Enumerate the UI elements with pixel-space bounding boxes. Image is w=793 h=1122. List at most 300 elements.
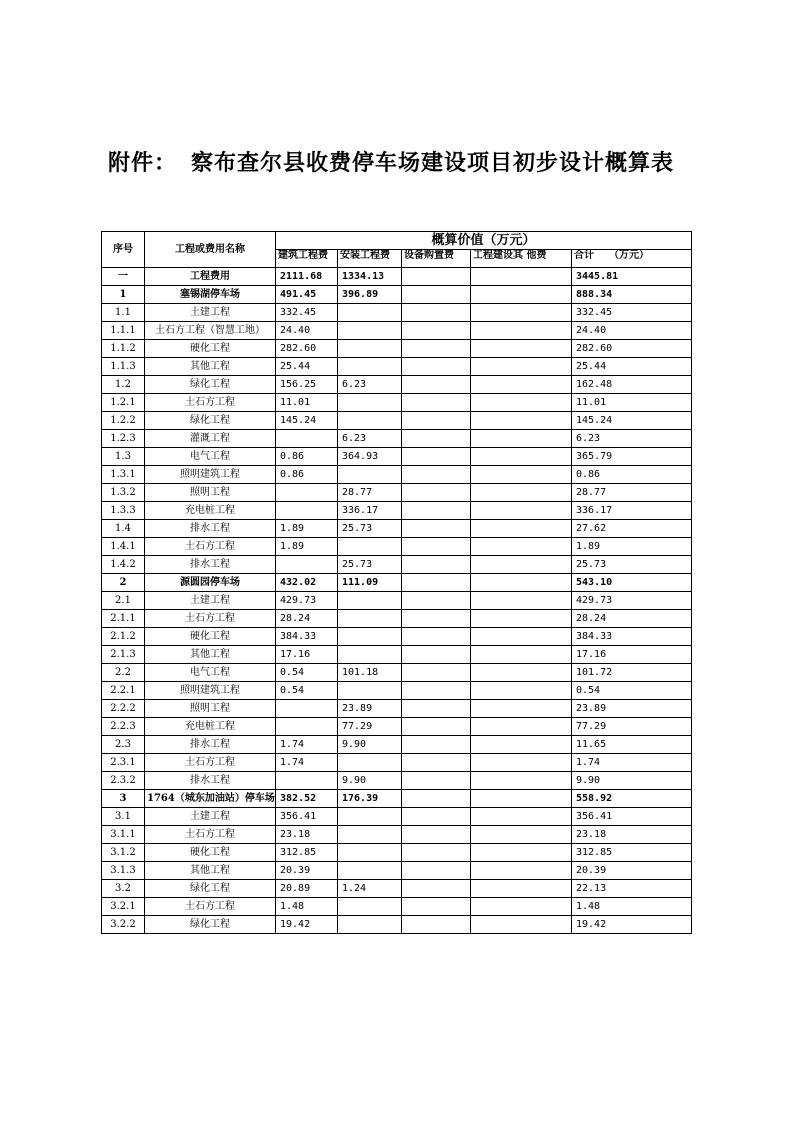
row-build-cost	[276, 700, 338, 718]
row-seq: 1.4	[102, 520, 145, 538]
row-equipment-cost	[402, 556, 471, 574]
row-equipment-cost	[402, 322, 471, 340]
row-equipment-cost	[402, 880, 471, 898]
row-total: 11.01	[572, 394, 692, 412]
row-other-cost	[471, 322, 572, 340]
table-row	[102, 358, 692, 376]
row-install-cost	[338, 754, 402, 772]
row-build-cost: 156.25	[276, 376, 338, 394]
row-name: 充电桩工程	[145, 502, 276, 520]
row-total: 365.79	[572, 448, 692, 466]
row-equipment-cost	[402, 718, 471, 736]
table-row	[102, 538, 692, 556]
row-equipment-cost	[402, 394, 471, 412]
row-name: 硬化工程	[145, 340, 276, 358]
row-equipment-cost	[402, 358, 471, 376]
row-equipment-cost	[402, 664, 471, 682]
table-body	[102, 268, 692, 934]
table-row	[102, 700, 692, 718]
row-seq: 3.1.1	[102, 826, 145, 844]
row-name: 绿化工程	[145, 376, 276, 394]
header-other-cost: 工程建设其 他费	[471, 250, 572, 268]
row-total: 20.39	[572, 862, 692, 880]
table-row	[102, 772, 692, 790]
row-build-cost: 491.45	[276, 286, 338, 304]
row-total: 17.16	[572, 646, 692, 664]
row-other-cost	[471, 538, 572, 556]
row-seq: 3.2	[102, 880, 145, 898]
row-total: 9.90	[572, 772, 692, 790]
table-row	[102, 898, 692, 916]
row-seq: 1.1	[102, 304, 145, 322]
row-equipment-cost	[402, 430, 471, 448]
row-equipment-cost	[402, 304, 471, 322]
row-build-cost: 0.86	[276, 448, 338, 466]
row-other-cost	[471, 898, 572, 916]
row-install-cost	[338, 412, 402, 430]
row-build-cost: 25.44	[276, 358, 338, 376]
row-total: 23.18	[572, 826, 692, 844]
row-name: 土石方工程	[145, 754, 276, 772]
row-equipment-cost	[402, 268, 471, 286]
row-total: 543.10	[572, 574, 692, 592]
row-total: 6.23	[572, 430, 692, 448]
row-name: 电气工程	[145, 448, 276, 466]
row-build-cost: 24.40	[276, 322, 338, 340]
row-other-cost	[471, 466, 572, 484]
row-seq: 一	[102, 268, 145, 286]
row-equipment-cost	[402, 484, 471, 502]
row-install-cost: 396.89	[338, 286, 402, 304]
row-total: 1.74	[572, 754, 692, 772]
row-total: 3445.81	[572, 268, 692, 286]
row-install-cost	[338, 916, 402, 934]
row-seq: 2.1.3	[102, 646, 145, 664]
header-seq: 序号	[102, 232, 145, 268]
table-row	[102, 880, 692, 898]
row-equipment-cost	[402, 448, 471, 466]
row-install-cost	[338, 322, 402, 340]
row-seq: 1.1.1	[102, 322, 145, 340]
row-equipment-cost	[402, 340, 471, 358]
row-total: 145.24	[572, 412, 692, 430]
header-name: 工程或费用名称	[145, 232, 276, 268]
row-name: 绿化工程	[145, 880, 276, 898]
row-seq: 2.2.3	[102, 718, 145, 736]
row-build-cost: 1.74	[276, 754, 338, 772]
row-total: 28.77	[572, 484, 692, 502]
row-equipment-cost	[402, 376, 471, 394]
row-seq: 1.2.2	[102, 412, 145, 430]
row-install-cost	[338, 340, 402, 358]
row-equipment-cost	[402, 466, 471, 484]
row-other-cost	[471, 268, 572, 286]
row-seq: 2.1.2	[102, 628, 145, 646]
row-other-cost	[471, 808, 572, 826]
row-other-cost	[471, 484, 572, 502]
document-title	[108, 146, 674, 177]
row-other-cost	[471, 664, 572, 682]
row-total: 356.41	[572, 808, 692, 826]
row-seq: 2	[102, 574, 145, 592]
row-build-cost	[276, 502, 338, 520]
table-row	[102, 394, 692, 412]
row-other-cost	[471, 646, 572, 664]
table-row	[102, 862, 692, 880]
table-row	[102, 610, 692, 628]
row-install-cost	[338, 358, 402, 376]
row-seq: 2.3.2	[102, 772, 145, 790]
table-row	[102, 736, 692, 754]
row-other-cost	[471, 826, 572, 844]
row-seq: 1.2.1	[102, 394, 145, 412]
row-install-cost: 28.77	[338, 484, 402, 502]
row-install-cost	[338, 592, 402, 610]
row-build-cost	[276, 772, 338, 790]
header-build-cost: 建筑工程费	[276, 250, 338, 268]
row-install-cost	[338, 394, 402, 412]
row-other-cost	[471, 790, 572, 808]
row-name: 土建工程	[145, 592, 276, 610]
row-name: 硬化工程	[145, 628, 276, 646]
header-value-group: 概算价值（万元）	[276, 232, 692, 250]
row-name: 1764（城东加油站）停车场	[145, 790, 276, 808]
row-build-cost: 20.89	[276, 880, 338, 898]
row-total: 1.48	[572, 898, 692, 916]
row-seq: 1.3	[102, 448, 145, 466]
row-total: 19.42	[572, 916, 692, 934]
table-row	[102, 808, 692, 826]
row-build-cost: 432.02	[276, 574, 338, 592]
row-equipment-cost	[402, 700, 471, 718]
header-equipment-cost: 设备购置费	[402, 250, 471, 268]
row-total: 282.60	[572, 340, 692, 358]
row-name: 土建工程	[145, 808, 276, 826]
row-other-cost	[471, 448, 572, 466]
row-other-cost	[471, 430, 572, 448]
table-row	[102, 646, 692, 664]
row-equipment-cost	[402, 916, 471, 934]
row-total: 429.73	[572, 592, 692, 610]
table-row	[102, 340, 692, 358]
table-row	[102, 466, 692, 484]
header-row-1	[102, 232, 692, 250]
row-build-cost: 332.45	[276, 304, 338, 322]
row-install-cost: 336.17	[338, 502, 402, 520]
table-row	[102, 844, 692, 862]
row-name: 土石方工程	[145, 610, 276, 628]
row-other-cost	[471, 610, 572, 628]
row-equipment-cost	[402, 592, 471, 610]
row-name: 照明建筑工程	[145, 466, 276, 484]
row-install-cost	[338, 538, 402, 556]
row-build-cost: 429.73	[276, 592, 338, 610]
table-row	[102, 322, 692, 340]
row-seq: 3.1	[102, 808, 145, 826]
row-total: 0.54	[572, 682, 692, 700]
row-install-cost	[338, 898, 402, 916]
row-other-cost	[471, 520, 572, 538]
row-install-cost	[338, 808, 402, 826]
row-equipment-cost	[402, 538, 471, 556]
row-other-cost	[471, 682, 572, 700]
row-build-cost: 312.85	[276, 844, 338, 862]
header-total: 合计 （万元）	[572, 250, 692, 268]
budget-table	[101, 231, 692, 934]
row-build-cost: 1.48	[276, 898, 338, 916]
row-install-cost: 25.73	[338, 556, 402, 574]
row-seq: 1.3.3	[102, 502, 145, 520]
row-name: 其他工程	[145, 646, 276, 664]
row-other-cost	[471, 340, 572, 358]
row-equipment-cost	[402, 610, 471, 628]
row-other-cost	[471, 358, 572, 376]
row-seq: 2.2	[102, 664, 145, 682]
row-build-cost: 0.86	[276, 466, 338, 484]
row-name: 排水工程	[145, 772, 276, 790]
row-seq: 1.3.2	[102, 484, 145, 502]
row-name: 电气工程	[145, 664, 276, 682]
row-equipment-cost	[402, 646, 471, 664]
row-name: 排水工程	[145, 556, 276, 574]
row-equipment-cost	[402, 826, 471, 844]
row-other-cost	[471, 880, 572, 898]
row-install-cost	[338, 466, 402, 484]
row-build-cost	[276, 556, 338, 574]
row-build-cost: 384.33	[276, 628, 338, 646]
table-row	[102, 790, 692, 808]
row-seq: 3.1.2	[102, 844, 145, 862]
row-install-cost: 23.89	[338, 700, 402, 718]
table-row	[102, 448, 692, 466]
row-total: 77.29	[572, 718, 692, 736]
row-total: 1.89	[572, 538, 692, 556]
row-other-cost	[471, 772, 572, 790]
table-row	[102, 682, 692, 700]
row-equipment-cost	[402, 502, 471, 520]
row-equipment-cost	[402, 754, 471, 772]
row-install-cost	[338, 682, 402, 700]
row-install-cost: 25.73	[338, 520, 402, 538]
row-seq: 2.1	[102, 592, 145, 610]
row-seq: 1.3.1	[102, 466, 145, 484]
row-total: 336.17	[572, 502, 692, 520]
row-equipment-cost	[402, 844, 471, 862]
row-equipment-cost	[402, 286, 471, 304]
row-equipment-cost	[402, 412, 471, 430]
row-name: 照明建筑工程	[145, 682, 276, 700]
row-other-cost	[471, 574, 572, 592]
row-seq: 1.4.1	[102, 538, 145, 556]
row-other-cost	[471, 736, 572, 754]
row-build-cost	[276, 484, 338, 502]
row-equipment-cost	[402, 862, 471, 880]
row-total: 22.13	[572, 880, 692, 898]
row-install-cost	[338, 646, 402, 664]
row-build-cost: 19.42	[276, 916, 338, 934]
row-name: 照明工程	[145, 700, 276, 718]
row-other-cost	[471, 700, 572, 718]
table-row	[102, 484, 692, 502]
row-other-cost	[471, 304, 572, 322]
title-prefix: 附件：	[108, 150, 178, 176]
row-seq: 1.4.2	[102, 556, 145, 574]
row-seq: 2.3	[102, 736, 145, 754]
row-name: 其他工程	[145, 862, 276, 880]
row-name: 塞锡湖停车场	[145, 286, 276, 304]
row-name: 土建工程	[145, 304, 276, 322]
table-row	[102, 754, 692, 772]
row-install-cost: 364.93	[338, 448, 402, 466]
row-total: 162.48	[572, 376, 692, 394]
row-equipment-cost	[402, 808, 471, 826]
row-equipment-cost	[402, 520, 471, 538]
row-name: 源圆园停车场	[145, 574, 276, 592]
row-equipment-cost	[402, 628, 471, 646]
row-total: 558.92	[572, 790, 692, 808]
row-install-cost: 9.90	[338, 772, 402, 790]
table-row	[102, 826, 692, 844]
row-seq: 2.2.1	[102, 682, 145, 700]
row-other-cost	[471, 412, 572, 430]
row-total: 25.73	[572, 556, 692, 574]
row-name: 灌溉工程	[145, 430, 276, 448]
row-install-cost: 9.90	[338, 736, 402, 754]
row-name: 照明工程	[145, 484, 276, 502]
row-name: 排水工程	[145, 736, 276, 754]
table-row	[102, 520, 692, 538]
row-total: 23.89	[572, 700, 692, 718]
row-build-cost: 145.24	[276, 412, 338, 430]
row-name: 绿化工程	[145, 916, 276, 934]
row-other-cost	[471, 916, 572, 934]
row-install-cost	[338, 628, 402, 646]
row-install-cost	[338, 304, 402, 322]
table-row	[102, 556, 692, 574]
row-total: 312.85	[572, 844, 692, 862]
table-row	[102, 502, 692, 520]
row-build-cost: 282.60	[276, 340, 338, 358]
row-install-cost: 77.29	[338, 718, 402, 736]
table-row	[102, 592, 692, 610]
row-build-cost: 28.24	[276, 610, 338, 628]
row-name: 硬化工程	[145, 844, 276, 862]
row-total: 332.45	[572, 304, 692, 322]
row-build-cost: 20.39	[276, 862, 338, 880]
row-seq: 1.2	[102, 376, 145, 394]
row-name: 土石方工程	[145, 898, 276, 916]
row-build-cost: 17.16	[276, 646, 338, 664]
row-other-cost	[471, 376, 572, 394]
row-build-cost: 1.89	[276, 520, 338, 538]
row-build-cost	[276, 430, 338, 448]
row-seq: 1.2.3	[102, 430, 145, 448]
row-seq: 1	[102, 286, 145, 304]
row-seq: 3.2.2	[102, 916, 145, 934]
row-install-cost	[338, 844, 402, 862]
row-seq: 3	[102, 790, 145, 808]
row-equipment-cost	[402, 772, 471, 790]
row-build-cost: 0.54	[276, 682, 338, 700]
row-total: 24.40	[572, 322, 692, 340]
row-name: 土石方工程（智慧工地）	[145, 322, 276, 340]
title-text: 察布查尔县收费停车场建设项目初步设计概算表	[191, 150, 675, 176]
row-other-cost	[471, 718, 572, 736]
row-install-cost: 1334.13	[338, 268, 402, 286]
row-equipment-cost	[402, 898, 471, 916]
row-other-cost	[471, 844, 572, 862]
row-install-cost	[338, 826, 402, 844]
row-build-cost: 356.41	[276, 808, 338, 826]
row-install-cost: 111.09	[338, 574, 402, 592]
row-install-cost	[338, 610, 402, 628]
row-equipment-cost	[402, 682, 471, 700]
row-build-cost: 382.52	[276, 790, 338, 808]
row-install-cost: 6.23	[338, 430, 402, 448]
row-install-cost: 176.39	[338, 790, 402, 808]
header-install-cost: 安装工程费	[338, 250, 402, 268]
row-total: 11.65	[572, 736, 692, 754]
row-other-cost	[471, 754, 572, 772]
row-build-cost: 2111.68	[276, 268, 338, 286]
row-total: 0.86	[572, 466, 692, 484]
row-build-cost: 0.54	[276, 664, 338, 682]
row-name: 排水工程	[145, 520, 276, 538]
table-row	[102, 412, 692, 430]
row-other-cost	[471, 502, 572, 520]
row-total: 27.62	[572, 520, 692, 538]
row-name: 土石方工程	[145, 394, 276, 412]
table-row	[102, 268, 692, 286]
table-row	[102, 304, 692, 322]
row-build-cost	[276, 718, 338, 736]
row-seq: 2.3.1	[102, 754, 145, 772]
row-install-cost: 101.18	[338, 664, 402, 682]
row-total: 101.72	[572, 664, 692, 682]
row-seq: 2.1.1	[102, 610, 145, 628]
row-name: 其他工程	[145, 358, 276, 376]
row-build-cost: 11.01	[276, 394, 338, 412]
row-build-cost: 1.89	[276, 538, 338, 556]
row-build-cost: 1.74	[276, 736, 338, 754]
table-row	[102, 376, 692, 394]
row-total: 384.33	[572, 628, 692, 646]
row-seq: 3.2.1	[102, 898, 145, 916]
row-total: 28.24	[572, 610, 692, 628]
row-name: 充电桩工程	[145, 718, 276, 736]
row-name: 土石方工程	[145, 826, 276, 844]
row-name: 绿化工程	[145, 412, 276, 430]
row-equipment-cost	[402, 736, 471, 754]
row-install-cost: 6.23	[338, 376, 402, 394]
row-name: 工程费用	[145, 268, 276, 286]
row-equipment-cost	[402, 790, 471, 808]
row-total: 25.44	[572, 358, 692, 376]
row-install-cost: 1.24	[338, 880, 402, 898]
row-name: 土石方工程	[145, 538, 276, 556]
table-row	[102, 574, 692, 592]
row-other-cost	[471, 592, 572, 610]
row-seq: 1.1.3	[102, 358, 145, 376]
row-total: 888.34	[572, 286, 692, 304]
row-seq: 1.1.2	[102, 340, 145, 358]
row-other-cost	[471, 862, 572, 880]
row-seq: 2.2.2	[102, 700, 145, 718]
row-other-cost	[471, 628, 572, 646]
row-build-cost: 23.18	[276, 826, 338, 844]
table-row	[102, 916, 692, 934]
table-row	[102, 286, 692, 304]
